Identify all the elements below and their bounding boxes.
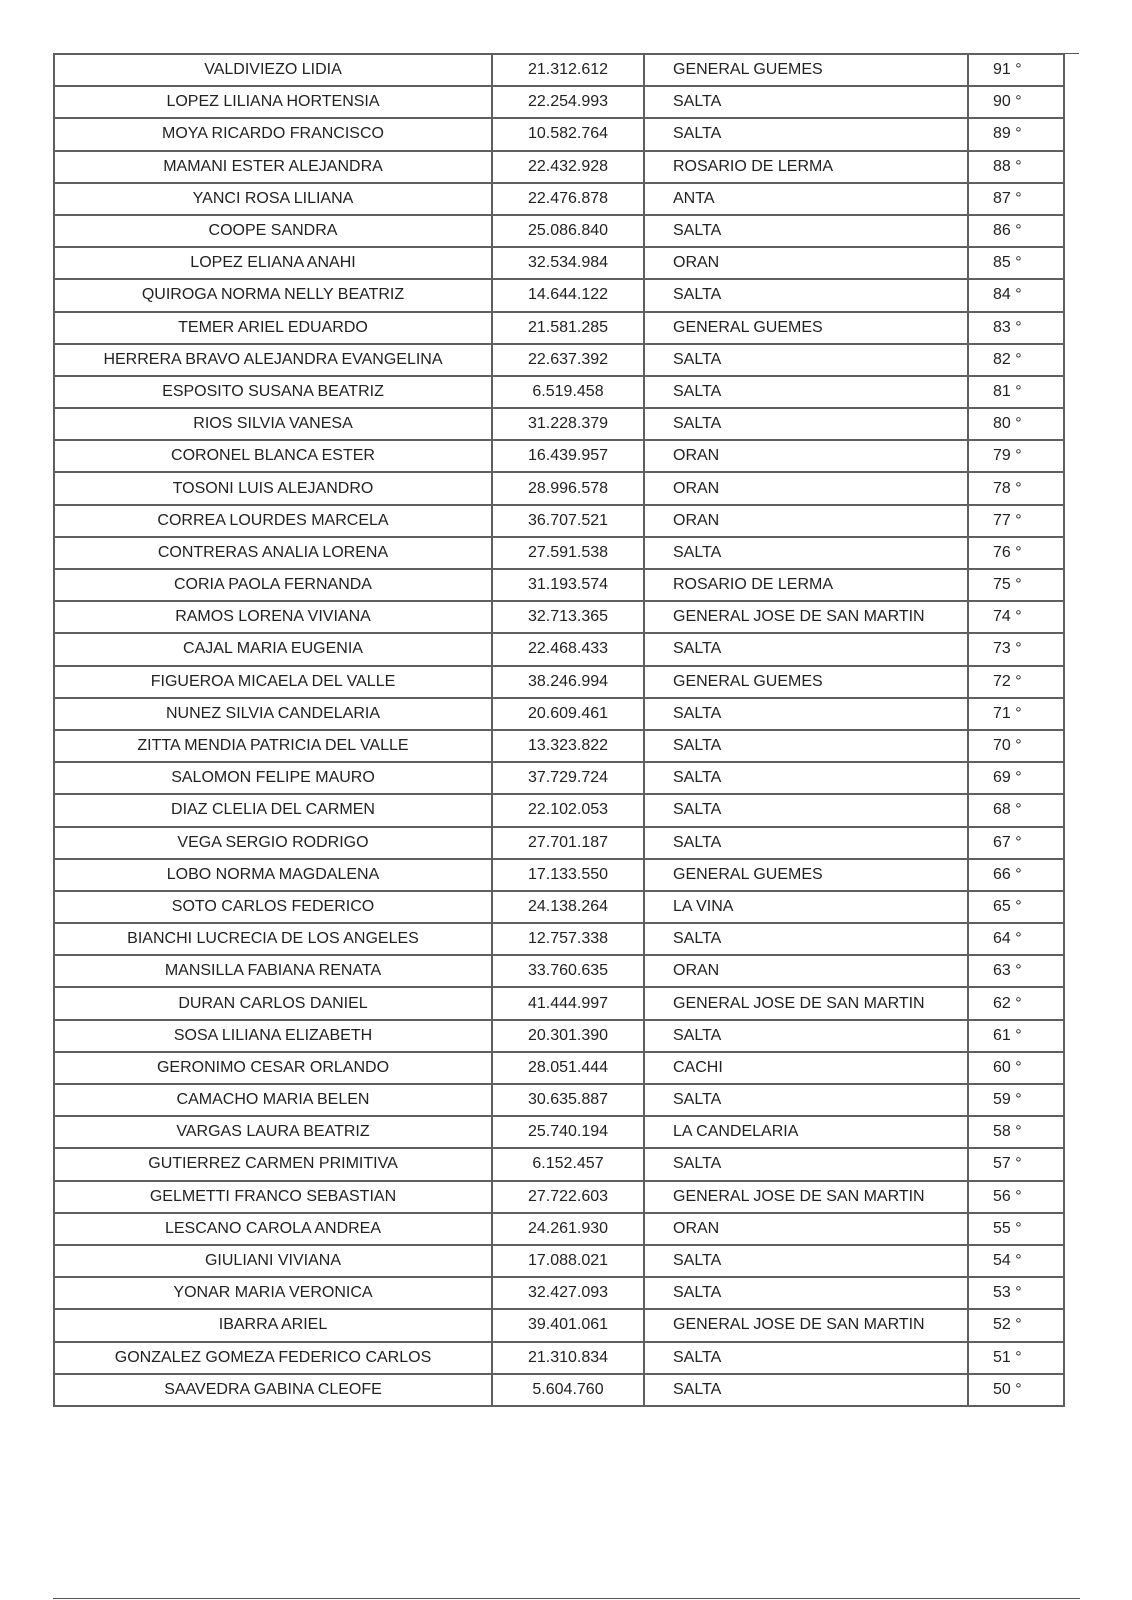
position-cell: 60 ° — [968, 1052, 1064, 1084]
table-row — [54, 955, 1064, 987]
document-number-cell: 21.310.834 — [492, 1342, 644, 1374]
name-cell: DIAZ CLELIA DEL CARMEN — [54, 794, 492, 826]
position-cell: 80 ° — [968, 408, 1064, 440]
table-row — [54, 312, 1064, 344]
document-number-cell: 28.996.578 — [492, 472, 644, 504]
position-cell: 66 ° — [968, 859, 1064, 891]
position-cell: 54 ° — [968, 1245, 1064, 1277]
position-cell: 57 ° — [968, 1148, 1064, 1180]
department-cell: ORAN — [644, 472, 968, 504]
position-cell: 61 ° — [968, 1020, 1064, 1052]
department-cell: LA CANDELARIA — [644, 1116, 968, 1148]
document-number-cell: 37.729.724 — [492, 762, 644, 794]
name-cell: SAAVEDRA GABINA CLEOFE — [54, 1374, 492, 1406]
department-cell: SALTA — [644, 923, 968, 955]
document-number-cell: 13.323.822 — [492, 730, 644, 762]
department-cell: ORAN — [644, 440, 968, 472]
table-row — [54, 279, 1064, 311]
name-cell: CORONEL BLANCA ESTER — [54, 440, 492, 472]
position-cell: 73 ° — [968, 633, 1064, 665]
position-cell: 62 ° — [968, 987, 1064, 1019]
document-number-cell: 20.609.461 — [492, 698, 644, 730]
name-cell: SALOMON FELIPE MAURO — [54, 762, 492, 794]
document-number-cell: 12.757.338 — [492, 923, 644, 955]
name-cell: BIANCHI LUCRECIA DE LOS ANGELES — [54, 923, 492, 955]
table-row — [54, 183, 1064, 215]
department-cell: GENERAL GUEMES — [644, 859, 968, 891]
name-cell: LESCANO CAROLA ANDREA — [54, 1213, 492, 1245]
position-cell: 79 ° — [968, 440, 1064, 472]
department-cell: ROSARIO DE LERMA — [644, 151, 968, 183]
department-cell: ORAN — [644, 1213, 968, 1245]
department-cell: CACHI — [644, 1052, 968, 1084]
name-cell: YANCI ROSA LILIANA — [54, 183, 492, 215]
document-number-cell: 28.051.444 — [492, 1052, 644, 1084]
table-row — [54, 151, 1064, 183]
position-cell: 69 ° — [968, 762, 1064, 794]
table-row — [54, 1309, 1064, 1341]
table-row — [54, 408, 1064, 440]
position-cell: 85 ° — [968, 247, 1064, 279]
table-row — [54, 215, 1064, 247]
table-row — [54, 1277, 1064, 1309]
name-cell: MOYA RICARDO FRANCISCO — [54, 118, 492, 150]
document-number-cell: 21.581.285 — [492, 312, 644, 344]
name-cell: LOBO NORMA MAGDALENA — [54, 859, 492, 891]
document-number-cell: 25.086.840 — [492, 215, 644, 247]
name-cell: CAMACHO MARIA BELEN — [54, 1084, 492, 1116]
name-cell: MAMANI ESTER ALEJANDRA — [54, 151, 492, 183]
document-number-cell: 20.301.390 — [492, 1020, 644, 1052]
department-cell: GENERAL JOSE DE SAN MARTIN — [644, 1181, 968, 1213]
table-row — [54, 1020, 1064, 1052]
document-number-cell: 30.635.887 — [492, 1084, 644, 1116]
document-number-cell: 38.246.994 — [492, 666, 644, 698]
name-cell: LOPEZ LILIANA HORTENSIA — [54, 86, 492, 118]
position-cell: 56 ° — [968, 1181, 1064, 1213]
name-cell: RAMOS LORENA VIVIANA — [54, 601, 492, 633]
name-cell: CONTRERAS ANALIA LORENA — [54, 537, 492, 569]
table-row — [54, 794, 1064, 826]
department-cell: SALTA — [644, 1342, 968, 1374]
document-number-cell: 6.519.458 — [492, 376, 644, 408]
position-cell: 63 ° — [968, 955, 1064, 987]
position-cell: 55 ° — [968, 1213, 1064, 1245]
position-cell: 59 ° — [968, 1084, 1064, 1116]
name-cell: GELMETTI FRANCO SEBASTIAN — [54, 1181, 492, 1213]
name-cell: COOPE SANDRA — [54, 215, 492, 247]
position-cell: 78 ° — [968, 472, 1064, 504]
position-cell: 84 ° — [968, 279, 1064, 311]
name-cell: GIULIANI VIVIANA — [54, 1245, 492, 1277]
document-number-cell: 10.582.764 — [492, 118, 644, 150]
position-cell: 64 ° — [968, 923, 1064, 955]
table-row — [54, 118, 1064, 150]
table-row — [54, 1342, 1064, 1374]
table-row — [54, 1148, 1064, 1180]
document-number-cell: 33.760.635 — [492, 955, 644, 987]
table-row — [54, 537, 1064, 569]
name-cell: VARGAS LAURA BEATRIZ — [54, 1116, 492, 1148]
document-number-cell: 16.439.957 — [492, 440, 644, 472]
name-cell: CORREA LOURDES MARCELA — [54, 505, 492, 537]
document-number-cell: 22.254.993 — [492, 86, 644, 118]
name-cell: YONAR MARIA VERONICA — [54, 1277, 492, 1309]
name-cell: FIGUEROA MICAELA DEL VALLE — [54, 666, 492, 698]
name-cell: LOPEZ ELIANA ANAHI — [54, 247, 492, 279]
table-row — [54, 1374, 1064, 1406]
position-cell: 91 ° — [968, 54, 1064, 86]
name-cell: RIOS SILVIA VANESA — [54, 408, 492, 440]
name-cell: ZITTA MENDIA PATRICIA DEL VALLE — [54, 730, 492, 762]
table-row — [54, 472, 1064, 504]
department-cell: SALTA — [644, 279, 968, 311]
department-cell: LA VINA — [644, 891, 968, 923]
document-number-cell: 22.468.433 — [492, 633, 644, 665]
table-row — [54, 247, 1064, 279]
position-cell: 71 ° — [968, 698, 1064, 730]
document-number-cell: 41.444.997 — [492, 987, 644, 1019]
position-cell: 89 ° — [968, 118, 1064, 150]
department-cell: SALTA — [644, 537, 968, 569]
name-cell: GERONIMO CESAR ORLANDO — [54, 1052, 492, 1084]
document-number-cell: 22.432.928 — [492, 151, 644, 183]
department-cell: GENERAL GUEMES — [644, 54, 968, 86]
document-number-cell: 14.644.122 — [492, 279, 644, 311]
position-cell: 77 ° — [968, 505, 1064, 537]
document-number-cell: 22.102.053 — [492, 794, 644, 826]
document-number-cell: 32.427.093 — [492, 1277, 644, 1309]
department-cell: SALTA — [644, 1020, 968, 1052]
document-number-cell: 24.138.264 — [492, 891, 644, 923]
table-row — [54, 1213, 1064, 1245]
table-row — [54, 1116, 1064, 1148]
department-cell: SALTA — [644, 1084, 968, 1116]
position-cell: 81 ° — [968, 376, 1064, 408]
document-number-cell: 17.088.021 — [492, 1245, 644, 1277]
department-cell: GENERAL GUEMES — [644, 666, 968, 698]
name-cell: IBARRA ARIEL — [54, 1309, 492, 1341]
department-cell: GENERAL JOSE DE SAN MARTIN — [644, 987, 968, 1019]
name-cell: CORIA PAOLA FERNANDA — [54, 569, 492, 601]
department-cell: SALTA — [644, 86, 968, 118]
table-row — [54, 54, 1064, 86]
department-cell: SALTA — [644, 698, 968, 730]
table-row — [54, 86, 1064, 118]
document-number-cell: 25.740.194 — [492, 1116, 644, 1148]
department-cell: GENERAL JOSE DE SAN MARTIN — [644, 1309, 968, 1341]
table-row — [54, 859, 1064, 891]
document-number-cell: 27.701.187 — [492, 827, 644, 859]
document-number-cell: 31.193.574 — [492, 569, 644, 601]
table-row — [54, 987, 1064, 1019]
document-number-cell: 21.312.612 — [492, 54, 644, 86]
position-cell: 83 ° — [968, 312, 1064, 344]
document-number-cell: 27.722.603 — [492, 1181, 644, 1213]
name-cell: SOSA LILIANA ELIZABETH — [54, 1020, 492, 1052]
position-cell: 87 ° — [968, 183, 1064, 215]
name-cell: NUNEZ SILVIA CANDELARIA — [54, 698, 492, 730]
department-cell: SALTA — [644, 1148, 968, 1180]
department-cell: SALTA — [644, 118, 968, 150]
table-row — [54, 569, 1064, 601]
department-cell: GENERAL JOSE DE SAN MARTIN — [644, 601, 968, 633]
position-cell: 75 ° — [968, 569, 1064, 601]
name-cell: VEGA SERGIO RODRIGO — [54, 827, 492, 859]
department-cell: SALTA — [644, 408, 968, 440]
name-cell: CAJAL MARIA EUGENIA — [54, 633, 492, 665]
position-cell: 88 ° — [968, 151, 1064, 183]
table-row — [54, 344, 1064, 376]
department-cell: SALTA — [644, 1277, 968, 1309]
position-cell: 58 ° — [968, 1116, 1064, 1148]
document-number-cell: 5.604.760 — [492, 1374, 644, 1406]
table-row — [54, 762, 1064, 794]
department-cell: ORAN — [644, 955, 968, 987]
table-row — [54, 601, 1064, 633]
department-cell: ORAN — [644, 505, 968, 537]
position-cell: 50 ° — [968, 1374, 1064, 1406]
document-number-cell: 6.152.457 — [492, 1148, 644, 1180]
name-cell: GONZALEZ GOMEZA FEDERICO CARLOS — [54, 1342, 492, 1374]
table-row — [54, 1181, 1064, 1213]
department-cell: SALTA — [644, 344, 968, 376]
table-row — [54, 1084, 1064, 1116]
table-row — [54, 730, 1064, 762]
name-cell: QUIROGA NORMA NELLY BEATRIZ — [54, 279, 492, 311]
position-cell: 76 ° — [968, 537, 1064, 569]
table-row — [54, 1052, 1064, 1084]
position-cell: 70 ° — [968, 730, 1064, 762]
department-cell: GENERAL GUEMES — [644, 312, 968, 344]
document-number-cell: 39.401.061 — [492, 1309, 644, 1341]
position-cell: 74 ° — [968, 601, 1064, 633]
footer-rule — [53, 1598, 1080, 1599]
table-row — [54, 923, 1064, 955]
position-cell: 65 ° — [968, 891, 1064, 923]
name-cell: MANSILLA FABIANA RENATA — [54, 955, 492, 987]
position-cell: 82 ° — [968, 344, 1064, 376]
document-number-cell: 36.707.521 — [492, 505, 644, 537]
department-cell: SALTA — [644, 376, 968, 408]
department-cell: SALTA — [644, 794, 968, 826]
department-cell: SALTA — [644, 633, 968, 665]
department-cell: SALTA — [644, 730, 968, 762]
table-row — [54, 376, 1064, 408]
name-cell: TOSONI LUIS ALEJANDRO — [54, 472, 492, 504]
name-cell: HERRERA BRAVO ALEJANDRA EVANGELINA — [54, 344, 492, 376]
position-cell: 52 ° — [968, 1309, 1064, 1341]
table-row — [54, 633, 1064, 665]
table-row — [54, 698, 1064, 730]
department-cell: SALTA — [644, 827, 968, 859]
name-cell: GUTIERREZ CARMEN PRIMITIVA — [54, 1148, 492, 1180]
position-cell: 53 ° — [968, 1277, 1064, 1309]
position-cell: 90 ° — [968, 86, 1064, 118]
document-number-cell: 27.591.538 — [492, 537, 644, 569]
position-cell: 67 ° — [968, 827, 1064, 859]
document-number-cell: 31.228.379 — [492, 408, 644, 440]
name-cell: SOTO CARLOS FEDERICO — [54, 891, 492, 923]
ranking-table — [53, 53, 1065, 1407]
document-number-cell: 32.534.984 — [492, 247, 644, 279]
document-number-cell: 22.476.878 — [492, 183, 644, 215]
department-cell: SALTA — [644, 762, 968, 794]
table-row — [54, 827, 1064, 859]
name-cell: DURAN CARLOS DANIEL — [54, 987, 492, 1019]
name-cell: ESPOSITO SUSANA BEATRIZ — [54, 376, 492, 408]
document-number-cell: 17.133.550 — [492, 859, 644, 891]
position-cell: 72 ° — [968, 666, 1064, 698]
document-number-cell: 24.261.930 — [492, 1213, 644, 1245]
document-number-cell: 22.637.392 — [492, 344, 644, 376]
table-row — [54, 1245, 1064, 1277]
table-row — [54, 505, 1064, 537]
department-cell: ROSARIO DE LERMA — [644, 569, 968, 601]
table-row — [54, 440, 1064, 472]
department-cell: SALTA — [644, 215, 968, 247]
department-cell: SALTA — [644, 1245, 968, 1277]
department-cell: SALTA — [644, 1374, 968, 1406]
position-cell: 86 ° — [968, 215, 1064, 247]
name-cell: VALDIVIEZO LIDIA — [54, 54, 492, 86]
department-cell: ANTA — [644, 183, 968, 215]
name-cell: TEMER ARIEL EDUARDO — [54, 312, 492, 344]
position-cell: 51 ° — [968, 1342, 1064, 1374]
document-number-cell: 32.713.365 — [492, 601, 644, 633]
table-row — [54, 666, 1064, 698]
position-cell: 68 ° — [968, 794, 1064, 826]
table-row — [54, 891, 1064, 923]
department-cell: ORAN — [644, 247, 968, 279]
ranking-table-body — [54, 54, 1064, 1406]
